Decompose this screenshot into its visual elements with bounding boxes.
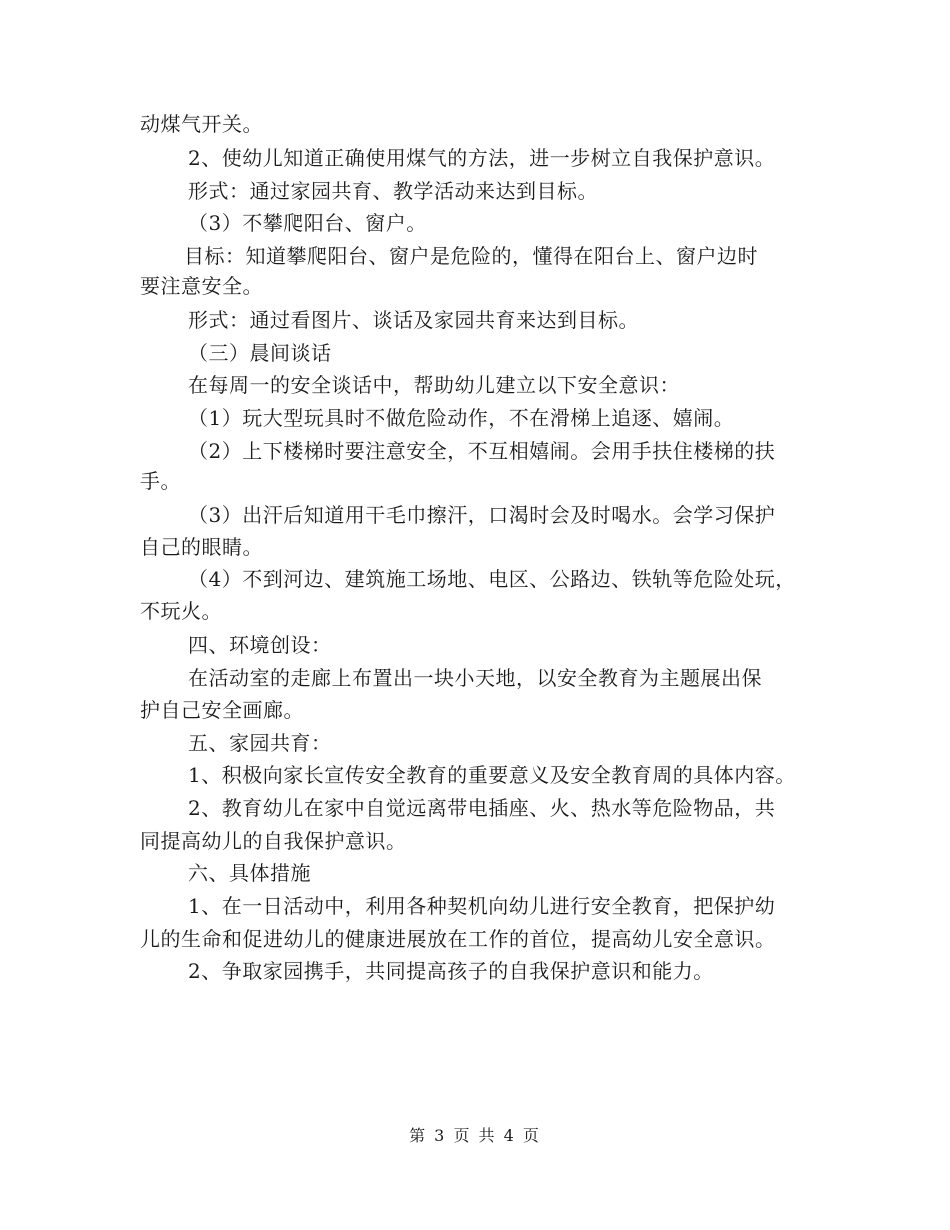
text-line: 要注意安全。 — [140, 274, 263, 298]
text-line: （3）出汗后知道用干毛巾擦汗，口渴时会及时喝水。会学习保护 — [188, 503, 776, 527]
text-line: 2、争取家园携手，共同提高孩子的自我保护意识和能力。 — [188, 959, 714, 983]
text-line: 1、积极向家长宣传安全教育的重要意义及安全教育周的具体内容。 — [188, 763, 796, 787]
text-line: （1）玩大型玩具时不做危险动作，不在滑梯上追逐、嬉闹。 — [188, 406, 735, 430]
text-line: （3）不攀爬阳台、窗户。 — [188, 211, 427, 235]
text-line: 手。 — [140, 469, 181, 493]
page-footer: 第 3 页 共 4 页 — [409, 1126, 541, 1145]
text-line: （4）不到河边、建筑施工场地、电区、公路边、铁轨等危险处玩， — [188, 567, 796, 591]
text-line: 儿的生命和促进幼儿的健康进展放在工作的首位，提高幼儿安全意识。 — [140, 927, 776, 951]
text-line: 在每周一的安全谈话中，帮助幼儿建立以下安全意识： — [188, 373, 680, 397]
text-line: 自己的眼睛。 — [140, 535, 263, 559]
text-line: 动煤气开关。 — [140, 112, 263, 136]
section-heading: 五、家园共育： — [188, 731, 332, 755]
text-line: 1、在一日活动中，利用各种契机向幼儿进行安全教育，把保护幼 — [188, 894, 776, 918]
text-line: 目标：知道攀爬阳台、窗户是危险的，懂得在阳台上、窗户边时 — [184, 244, 758, 268]
text-line: 护自己安全画廊。 — [140, 698, 304, 722]
section-heading: 六、具体措施 — [188, 861, 311, 885]
text-line: 2、教育幼儿在家中自觉远离带电插座、火、热水等危险物品，共 — [188, 796, 776, 820]
text-line: 在活动室的走廊上布置出一块小天地，以安全教育为主题展出保 — [188, 666, 762, 690]
text-line: 2、使幼儿知道正确使用煤气的方法，进一步树立自我保护意识。 — [188, 146, 776, 170]
text-line: 不玩火。 — [140, 599, 222, 623]
section-heading: （三）晨间谈话 — [188, 341, 332, 365]
text-line: 同提高幼儿的自我保护意识。 — [140, 829, 407, 853]
text-line: 形式：通过看图片、谈话及家园共育来达到目标。 — [188, 308, 639, 332]
text-line: 形式：通过家园共育、教学活动来达到目标。 — [188, 179, 598, 203]
section-heading: 四、环境创设： — [188, 633, 332, 657]
text-line: （2）上下楼梯时要注意安全，不互相嬉闹。会用手扶住楼梯的扶 — [188, 439, 776, 463]
